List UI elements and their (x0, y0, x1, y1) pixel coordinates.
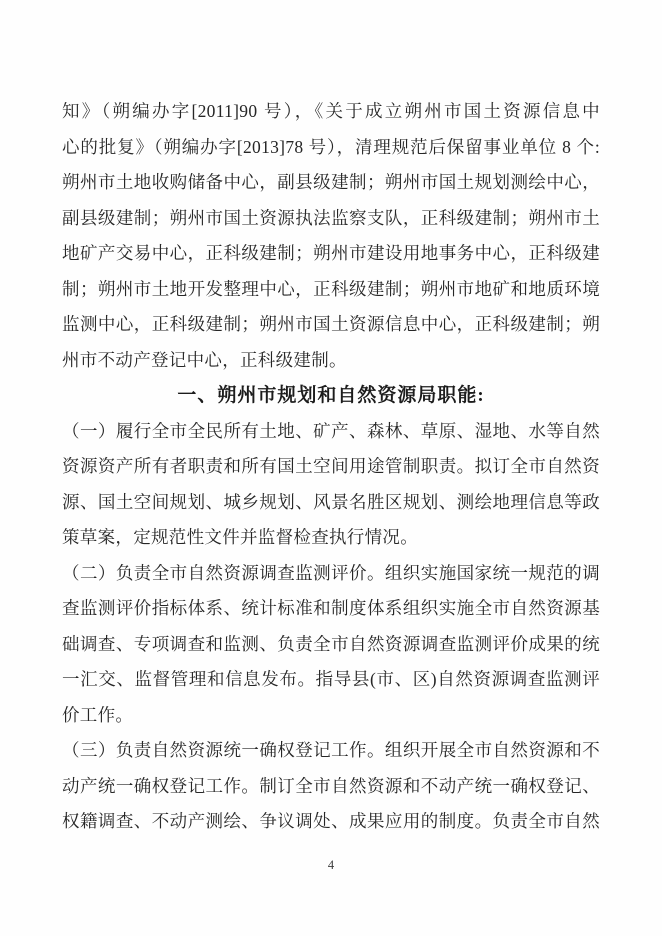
text-line: （一）履行全市全民所有土地、矿产、森林、草原、湿地、水等自然 (62, 420, 600, 441)
text-line: 权籍调查、不动产测绘、争议调处、成果应用的制度。负责全市自然 (62, 811, 600, 831)
text-line: 心的批复》（朔编办字[2013]78 号），清理规范后保留事业单位 8 个: (62, 136, 600, 157)
text-line: 州市不动产登记中心，正科级建制。 (62, 349, 347, 370)
text-line: 价工作。 (62, 704, 134, 725)
page-number: 4 (327, 858, 335, 872)
text-line: 动产统一确权登记工作。制订全市自然资源和不动产统一确权登记、 (62, 775, 600, 796)
text-line: （三）负责自然资源统一确权登记工作。组织开展全市自然资源和不 (62, 740, 600, 760)
text-line: （二）负责全市自然资源调查监测评价。组织实施国家统一规范的调 (62, 562, 600, 583)
text-line: 资源资产所有者职责和所有国土空间用途管制职责。拟订全市自然资 (62, 456, 600, 476)
text-line: 制；朔州市土地开发整理中心，正科级建制；朔州市地矿和地质环境 (62, 278, 600, 299)
text-line: 一汇交、监督管理和信息发布。指导县(市、区)自然资源调查监测评 (62, 669, 600, 689)
text-line: 副县级建制；朔州市国土资源执法监察支队，正科级建制；朔州市土 (62, 207, 600, 228)
text-line: 策草案，定规范性文件并监督检查执行情况。 (62, 527, 418, 547)
text-line: 朔州市土地收购储备中心，副县级建制；朔州市国土规划测绘中心， (62, 172, 600, 192)
text-line: 查监测评价指标体系、统计标准和制度体系组织实施全市自然资源基 (62, 598, 600, 618)
section-heading: 一、朔州市规划和自然资源局职能: (177, 385, 485, 406)
document-text-block (62, 94, 600, 840)
text-line: 础调查、专项调查和监测、负责全市自然资源调查监测评价成果的统 (62, 633, 600, 654)
text-line: 监测中心，正科级建制；朔州市国土资源信息中心，正科级建制；朔 (62, 314, 600, 334)
text-line: 地矿产交易中心，正科级建制；朔州市建设用地事务中心，正科级建 (62, 243, 600, 263)
text-line: 知》（朔编办字[2011]90 号），《关于成立朔州市国土资源信息中 (62, 101, 600, 121)
text-line: 源、国土空间规划、城乡规划、风景名胜区规划、测绘地理信息等政 (62, 491, 600, 512)
